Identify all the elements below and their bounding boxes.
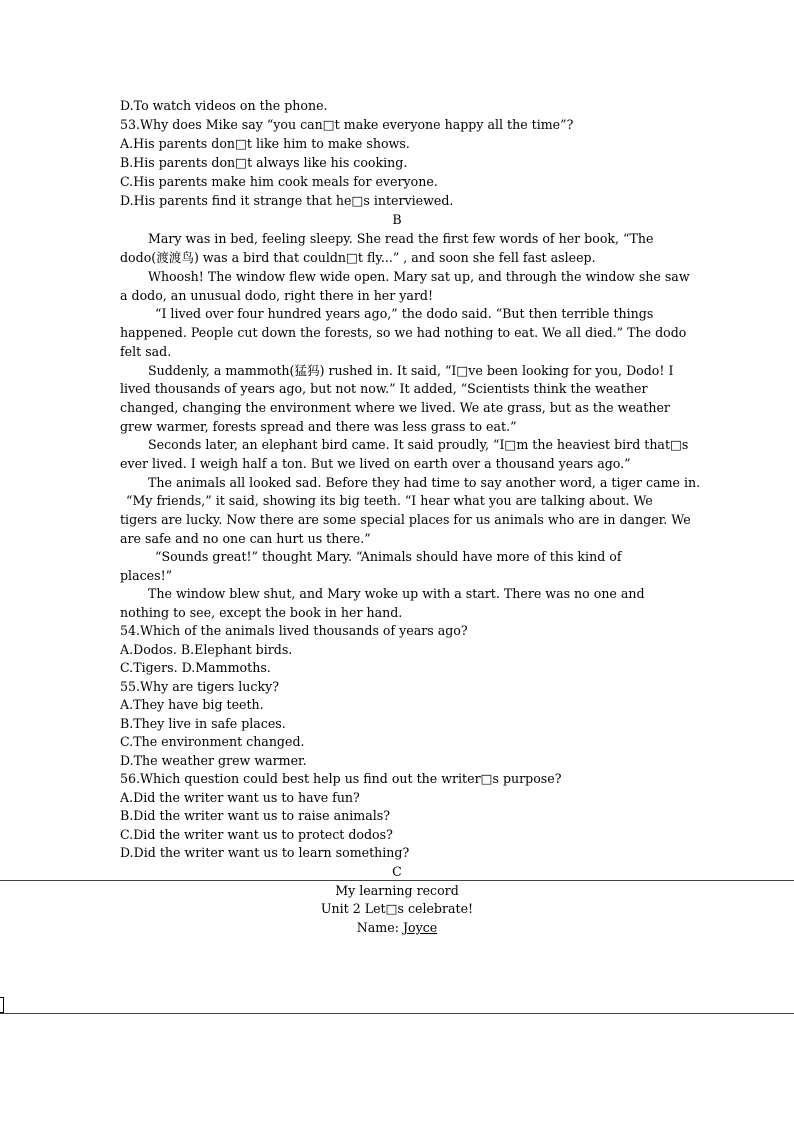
q56-option-a: A.Did the writer want us to have fun? [120,790,360,805]
unit-title: Unit 2 Let□s celebrate! [320,901,474,916]
passage-line: tigers are lucky. Now there are some special places for us animals who are in danger. We [120,512,691,527]
passage-line: dodo(渡渡鸟) was a bird that couldn□t fly...” , and soon she fell fast asleep. [120,250,596,265]
passage-line: “Sounds great!” thought Mary. “Animals should have more of this kind of [155,549,622,564]
q55-question: 55.Why are tigers lucky? [120,679,279,694]
passage-line: happened. People cut down the forests, so we had nothing to eat. We all died.” The dodo [120,325,687,340]
passage-line: Seconds later, an elephant bird came. It said proudly, “I□m the heaviest bird that□s [148,437,689,452]
q54-question: 54.Which of the animals lived thousands of years ago? [120,623,468,638]
passage-line: ever lived. I weigh half a ton. But we lived on earth over a thousand years ago.” [120,456,631,471]
passage-line: places!” [120,568,173,583]
passage-line: changed, changing the environment where we lived. We ate grass, but as the weather [120,400,670,415]
passage-line: Whoosh! The window flew wide open. Mary sat up, and through the window she saw [148,269,690,284]
passage-line: grew warmer, forests spread and there was less grass to eat.” [120,419,517,434]
table-cell-marker [0,997,4,1013]
q54-options-line-2: C.Tigers. D.Mammoths. [120,660,271,675]
q55-option-a: A.They have big teeth. [120,697,264,712]
learning-record-title: My learning record [335,883,459,898]
q56-question: 56.Which question could best help us find out the writer□s purpose? [120,771,562,786]
q53-option-b: B.His parents don□t always like his cooking. [120,155,408,170]
passage-line: “I lived over four hundred years ago,” the dodo said. “But then terrible things [155,306,654,321]
passage-line: The window blew shut, and Mary woke up with a start. There was no one and [148,586,645,601]
q55-option-d: D.The weather grew warmer. [120,753,307,768]
q52-option-d: D.To watch videos on the phone. [120,98,328,113]
q56-option-b: B.Did the writer want us to raise animals? [120,808,390,823]
name-row [0,919,794,937]
passage-line: felt sad. [120,344,172,359]
q54-options-line-1: A.Dodos. B.Elephant birds. [120,642,293,657]
section-b-heading: B [392,212,402,227]
passage-line: lived thousands of years ago, but not now.” It added, “Scientists think the weather [120,381,648,396]
table-bottom-border [0,1013,794,1014]
passage-line: Mary was in bed, feeling sleepy. She read the first few words of her book, “The [148,231,654,246]
q53-option-c: C.His parents make him cook meals for everyone. [120,174,438,189]
q53-option-a: A.His parents don□t like him to make shows. [120,136,410,151]
section-c-heading: C [392,864,402,879]
q53-question: 53.Why does Mike say “you can□t make everyone happy all the time”? [120,117,574,132]
q53-option-d: D.His parents find it strange that he□s interviewed. [120,193,454,208]
name-label: Name: [356,920,403,935]
passage-line: Suddenly, a mammoth(猛犸) rushed in. It said, “I□ve been looking for you, Dodo! I [148,363,674,378]
q55-option-c: C.The environment changed. [120,734,305,749]
q55-option-b: B.They live in safe places. [120,716,286,731]
passage-line: nothing to see, except the book in her hand. [120,605,403,620]
table-top-border [0,880,794,881]
q56-option-d: D.Did the writer want us to learn something? [120,845,410,860]
passage-line: “My friends,” it said, showing its big teeth. “I hear what you are talking about. We [126,493,653,508]
passage-line: The animals all looked sad. Before they had time to say another word, a tiger came in. [148,475,701,490]
name-value: Joyce [402,920,438,935]
passage-line: are safe and no one can hurt us there.” [120,531,371,546]
q56-option-c: C.Did the writer want us to protect dodos? [120,827,393,842]
passage-line: a dodo, an unusual dodo, right there in her yard! [120,288,434,303]
